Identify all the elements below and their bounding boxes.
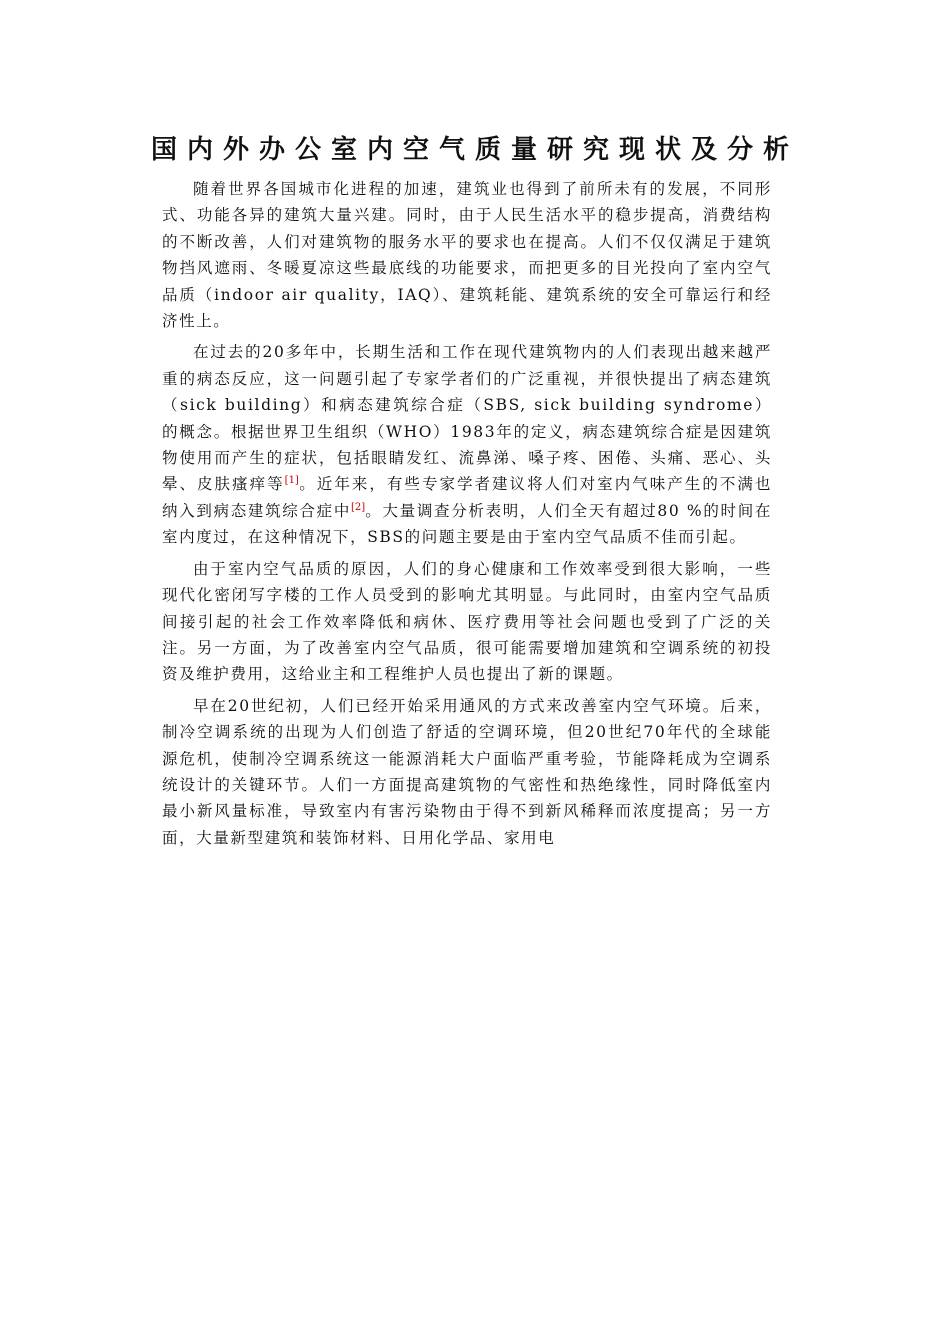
citation-link-1[interactable]: [1]: [284, 475, 299, 487]
paragraph-text: 在过去的20多年中，长期生活和工作在现代建筑物内的人们表现出越来越严重的病态反应，这一问题引起了专家学者们的广泛重视，并很快提出了病态建筑（sick building）和病态建筑综合症（SBS, sick building syndrome）的概念。根据世界卫生组织（WHO）1983年的定义，病态建筑综合症是因建筑物使用而产生的症状，包括眼睛发红、流鼻涕、嗓子疼、困倦、头痛、恶心、头晕、皮肤瘙痒等: [162, 343, 772, 494]
paragraph-text: 由于室内空气品质的原因，人们的身心健康和工作效率受到很大影响，一些现代化密闭写字楼的工作人员受到的影响尤其明显。与此同时，由室内空气品质间接引起的社会工作效率降低和病休、医疗费用等社会问题也受到了广泛的关注。另一方面，为了改善室内空气品质，很可能需要增加建筑和空调系统的初投资及维护费用，这给业主和工程维护人员也提出了新的课题。: [162, 559, 772, 684]
document-body: [162, 176, 772, 856]
paragraph-text: 早在20世纪初，人们已经开始采用通风的方式来改善室内空气环境。后来，制冷空调系统的出现为人们创造了舒适的空调环境，但20世纪70年代的全球能源危机，使制冷空调系统这一能源消耗大户面临严重考验，节能降耗成为空调系统设计的关键环节。人们一方面提高建筑物的气密性和热绝缘性，同时降低室内最小新风量标准，导致室内有害污染物由于得不到新风稀释而浓度提高；另一方面，大量新型建筑和装饰材料、日用化学品、家用电: [162, 696, 772, 847]
paragraph-3: [162, 556, 772, 688]
paragraph-4: [162, 693, 772, 851]
paragraph-text: 。大量调查分析表明，人们全天有超过80 %的时间在室内度过，在这种情况下，SBS的问题主要是由于室内空气品质不佳而引起。: [162, 501, 772, 547]
document-title: 国内外办公室内空气质量研究现状及分析: [150, 135, 799, 165]
citation-link-2[interactable]: [2]: [351, 501, 366, 513]
paragraph-2: [162, 339, 772, 550]
paragraph-1: [162, 176, 772, 334]
paragraph-text: 随着世界各国城市化进程的加速，建筑业也得到了前所未有的发展，不同形式、功能各异的建筑大量兴建。同时，由于人民生活水平的稳步提高，消费结构的不断改善，人们对建筑物的服务水平的要求也在提高。人们不仅仅满足于建筑物挡风遮雨、冬暖夏凉这些最底线的功能要求，而把更多的目光投向了室内空气品质（indoor air quality，IAQ）、建筑耗能、建筑系统的安全可靠运行和经济性上。: [162, 180, 772, 331]
paragraph-text: 。近年来，有些专家学者建议将人们对室内气味产生的不满也纳入到病态建筑综合症中: [162, 475, 772, 520]
